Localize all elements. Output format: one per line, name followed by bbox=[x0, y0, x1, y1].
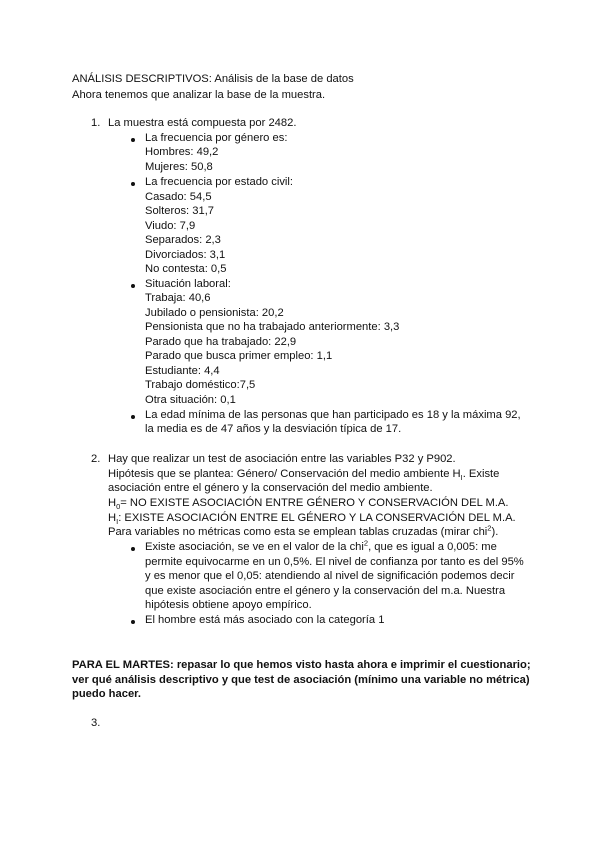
bullet-icon bbox=[131, 138, 135, 142]
note-line: ver qué análisis descriptivo y que test de asociación (mínimo una variable no métrica) bbox=[72, 674, 530, 686]
bullet-icon bbox=[131, 547, 135, 551]
crosstab-line bbox=[108, 525, 498, 540]
hypothesis-line bbox=[108, 467, 499, 482]
gender-heading: La frecuencia por género es: bbox=[145, 132, 288, 144]
employment-line: Pensionista que no ha trabajado anteriormente: 3,3 bbox=[145, 321, 400, 333]
employment-line: Otra situación: 0,1 bbox=[145, 394, 236, 406]
hypothesis-text-end: . Existe bbox=[462, 468, 500, 480]
intro-text: Ahora tenemos que analizar la base de la muestra. bbox=[72, 89, 326, 101]
alt-hypothesis bbox=[108, 511, 516, 526]
crosstab-text-end: ). bbox=[491, 526, 499, 538]
age-line: La edad mínima de las personas que han participado es 18 y la máxima 92, bbox=[145, 409, 521, 421]
bullet-icon bbox=[131, 182, 135, 186]
association-text: Existe asociación, se ve en el valor de la chi bbox=[145, 541, 364, 553]
association-line: y es menor que el 0,05: atendiendo al nivel de significación podemos decir bbox=[145, 570, 515, 582]
bullet-icon bbox=[131, 284, 135, 288]
h1-text: : EXISTE ASOCIACIÓN ENTRE EL GÉNERO Y LA CONSERVACIÓN DEL M.A. bbox=[118, 512, 516, 524]
civil-status-line: Separados: 2,3 bbox=[145, 234, 221, 246]
civil-status-line: Divorciados: 3,1 bbox=[145, 249, 226, 261]
employment-heading: Situación laboral: bbox=[145, 278, 231, 290]
gender-line: Mujeres: 50,8 bbox=[145, 161, 213, 173]
civil-status-heading: La frecuencia por estado civil: bbox=[145, 176, 294, 188]
association-line: hipótesis obtiene apoyo empírico. bbox=[145, 599, 312, 611]
employment-line: Jubilado o pensionista: 20,2 bbox=[145, 307, 284, 319]
civil-status-line: Solteros: 31,7 bbox=[145, 205, 215, 217]
civil-status-line: Viudo: 7,9 bbox=[145, 220, 196, 232]
association-line bbox=[145, 540, 497, 555]
note-line: PARA EL MARTES: repasar lo que hemos visto hasta ahora e imprimir el cuestionario; bbox=[72, 659, 531, 671]
employment-line: Parado que busca primer empleo: 1,1 bbox=[145, 350, 333, 362]
h0-text: = NO EXISTE ASOCIACIÓN ENTRE GÉNERO Y CONSERVACIÓN DEL M.A. bbox=[120, 497, 509, 509]
bullet-icon bbox=[131, 620, 135, 624]
list-number-2: 2. bbox=[91, 453, 101, 465]
bullet-icon bbox=[131, 415, 135, 419]
association-line: permite equivocarme en un 0,5%. El nivel de confianza por tanto es del 95% bbox=[145, 556, 524, 568]
association-text-end: , que es igual a 0,005: me bbox=[368, 541, 497, 553]
hypothesis-text: Hipótesis que se plantea: Género/ Conservación del medio ambiente H bbox=[108, 468, 461, 480]
employment-line: Trabaja: 40,6 bbox=[145, 292, 211, 304]
association-superscript: 2 bbox=[363, 538, 369, 548]
hypothesis-subscript: I bbox=[460, 473, 463, 483]
civil-status-line: Casado: 54,5 bbox=[145, 191, 212, 203]
null-hypothesis bbox=[108, 496, 509, 511]
employment-line: Parado que ha trabajado: 22,9 bbox=[145, 336, 297, 348]
crosstab-text: Para variables no métricas como esta se emplean tablas cruzadas (mirar chi bbox=[108, 526, 488, 538]
h0-subscript: 0 bbox=[116, 502, 121, 512]
crosstab-superscript: 2 bbox=[487, 523, 492, 533]
list-number-3: 3. bbox=[91, 717, 101, 729]
h0-letter: H bbox=[108, 497, 117, 509]
document-title: ANÁLISIS DESCRIPTIVOS: Análisis de la base de datos bbox=[72, 73, 354, 85]
note-line: puedo hacer. bbox=[72, 688, 142, 700]
male-association-line: El hombre está más asociado con la categoría 1 bbox=[145, 614, 385, 626]
h1-subscript: I bbox=[116, 517, 119, 527]
test-intro-line: Hay que realizar un test de asociación entre las variables P32 y P902. bbox=[108, 453, 456, 465]
employment-line: Trabajo doméstico:7,5 bbox=[145, 379, 256, 391]
civil-status-line: No contesta: 0,5 bbox=[145, 263, 227, 275]
hypothesis-line: asociación entre el género y la conservación del medio ambiente. bbox=[108, 482, 433, 494]
h1-letter: H bbox=[108, 512, 117, 524]
age-line: la media es de 47 años y la desviación típica de 17. bbox=[145, 423, 402, 435]
employment-line: Estudiante: 4,4 bbox=[145, 365, 220, 377]
association-line: que existe asociación entre el género y la conservación del m.a. Nuestra bbox=[145, 585, 506, 597]
sample-size-text: La muestra está compuesta por 2482. bbox=[108, 117, 297, 129]
list-number-1: 1. bbox=[91, 117, 101, 129]
gender-line: Hombres: 49,2 bbox=[145, 146, 219, 158]
